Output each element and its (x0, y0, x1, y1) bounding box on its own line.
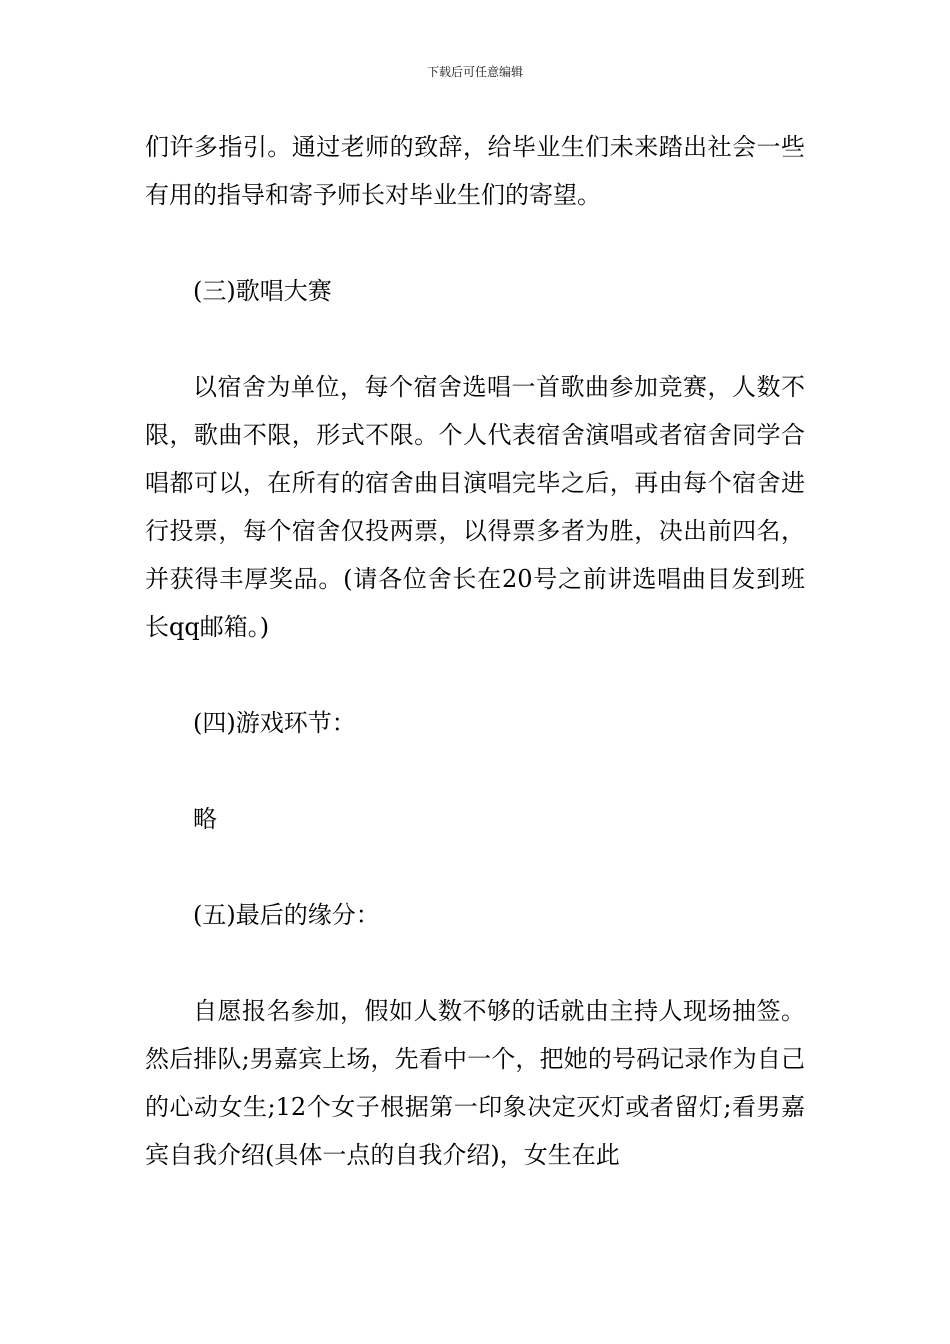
paragraph-final-match: 自愿报名参加，假如人数不够的话就由主持人现场抽签。然后排队;男嘉宾上场，先看中一个，把她的号码记录作为自己的心动女生;12个女子根据第一印象决定灭灯或者留灯;看男嘉宾自我介绍(具体一点的自我介绍)，女生在此 (145, 997, 805, 1169)
section-heading-singing-contest: (三)歌唱大赛 (193, 277, 332, 305)
page-header: 下载后可任意编辑 (426, 65, 523, 79)
section-heading-final-match: (五)最后的缘分： (193, 901, 380, 929)
section-heading-games: (四)游戏环节： (193, 709, 356, 737)
paragraph-games: 略 (193, 805, 217, 833)
paragraph-singing-contest: 以宿舍为单位，每个宿舍选唱一首歌曲参加竞赛，人数不限，歌曲不限，形式不限。个人代表宿舍演唱或者宿舍同学合唱都可以，在所有的宿舍曲目演唱完毕之后，再由每个宿舍进行投票，每个宿舍仅投两票，以得票多者为胜，决出前四名，并获得丰厚奖品。(请各位舍长在20号之前讲选唱曲目发到班长qq邮箱。) (145, 373, 805, 641)
document-body (145, 123, 805, 1179)
paragraph-continuation: 们许多指引。通过老师的致辞，给毕业生们未来踏出社会一些有用的指导和寄予师长对毕业生们的寄望。 (145, 133, 805, 209)
